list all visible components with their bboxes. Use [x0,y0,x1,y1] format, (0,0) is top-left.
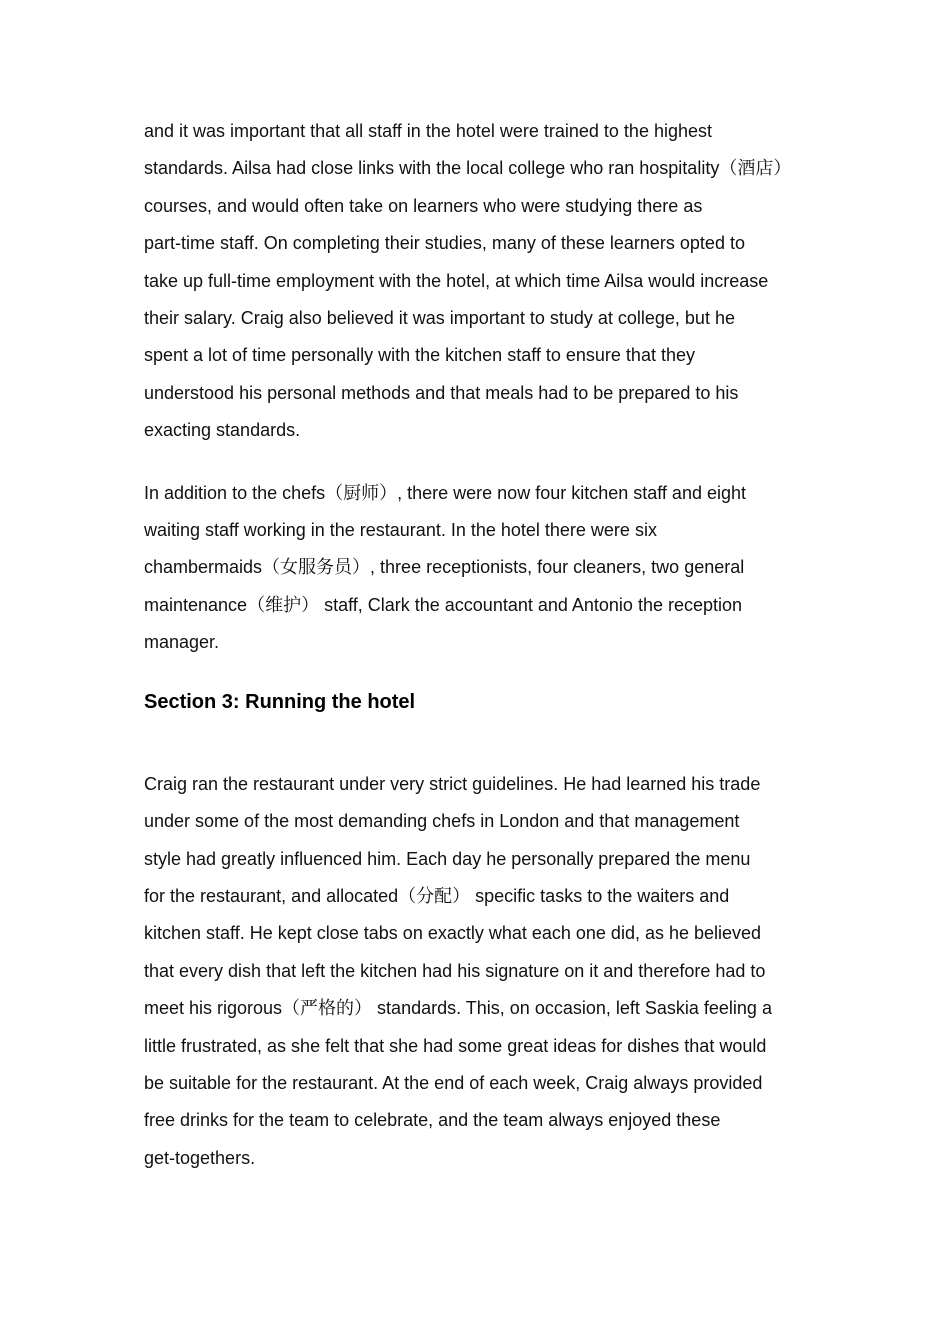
text-line: and it was important that all staff in the hotel were trained to the highest [144,121,713,141]
text-line: Craig ran the restaurant under very strict guidelines. He had learned his trade [144,773,761,794]
text-line: standards. Ailsa had close links with the local college who ran hospitality（酒店） [144,158,792,179]
text-line: chambermaids（女服务员）, three receptionists, four cleaners, two general [144,557,745,578]
section-heading: Section 3: Running the hotel [144,690,416,713]
text-line: that every dish that left the kitchen had his signature on it and therefore had to [144,960,766,981]
text-line: style had greatly influenced him. Each day he personally prepared the menu [144,848,751,869]
text-line: exacting standards. [144,420,301,441]
document-body [144,113,834,1177]
text-line: waiting staff working in the restaurant. In the hotel there were six [144,520,657,541]
paragraph-running-restaurant [144,766,834,1177]
text-line: under some of the most demanding chefs in London and that management [144,811,740,832]
paragraph-spacer [144,450,834,475]
heading-spacer [144,722,834,766]
text-line: little frustrated, as she felt that she had some great ideas for dishes that would [144,1035,767,1056]
text-line: get-togethers. [144,1147,256,1168]
text-line: free drinks for the team to celebrate, and the team always enjoyed these [144,1110,721,1131]
text-line: meet his rigorous（严格的） standards. This, on occasion, left Saskia feeling a [144,998,772,1019]
text-line: maintenance（维护） staff, Clark the accountant and Antonio the reception [144,594,743,615]
text-line: In addition to the chefs（厨师）, there were now four kitchen staff and eight [144,482,746,503]
text-line: courses, and would often take on learners who were studying there as [144,195,703,216]
text-line: part-time staff. On completing their studies, many of these learners opted to [144,233,745,254]
text-line: manager. [144,632,220,653]
text-line: spent a lot of time personally with the kitchen staff to ensure that they [144,345,695,366]
text-line: kitchen staff. He kept close tabs on exactly what each one did, as he believed [144,923,762,944]
paragraph-staff-training [144,113,834,450]
text-line: be suitable for the restaurant. At the end of each week, Craig always provided [144,1072,763,1093]
text-line: understood his personal methods and that meals had to be prepared to his [144,382,739,403]
text-line: for the restaurant, and allocated（分配） specific tasks to the waiters and [144,885,730,906]
text-line: take up full-time employment with the hotel, at which time Ailsa would increase [144,270,769,291]
paragraph-staff-list [144,475,834,662]
text-line: their salary. Craig also believed it was important to study at college, but he [144,308,735,329]
